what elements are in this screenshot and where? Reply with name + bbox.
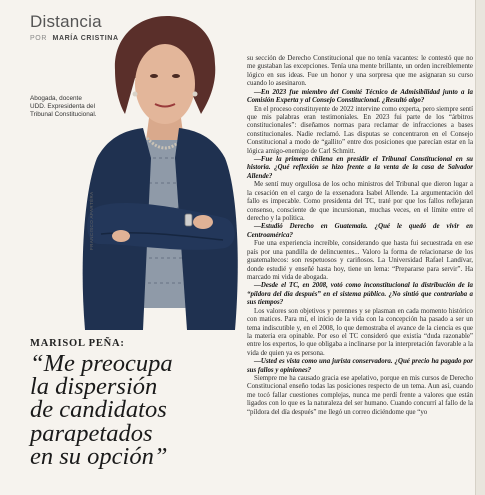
headline-quote bbox=[30, 352, 240, 468]
article-paragraph: Fue una experiencia increíble, considerando que hasta fui secuestrada en ese país por una pandilla de delincuentes... Valoro la forma de relacionarse de los guatemaltecos: son respetuosos y cariñosos. La Universidad Rafael Landívar, donde estudié y enseñé hasta hoy, tiene un lema: “Prepararse para servir”. Ha marcado mi vida de abogada. bbox=[247, 240, 473, 281]
section-title: Distancia bbox=[30, 12, 102, 31]
article-paragraph: Los valores son objetivos y perennes y se plasman en cada momento histórico con matices. Para mí, el inicio de la vida con la concepción ha pasado a ser un tema indiscutible y, en el 2008, lo que demostraba el avance de la ciencia es que la materia era opinable. Por eso el TC consideró que existía “duda razonable” entre los expertos, lo que obligaba a inclinarse por la interpretación favorable a la vida de quien ya es persona. bbox=[247, 307, 473, 357]
headline-line: “Me preocupa bbox=[30, 350, 173, 377]
interview-question: —Estudió Derecho en Guatemala. ¿Qué le quedó de vivir en Centroamérica? bbox=[247, 223, 473, 239]
portrait-photo bbox=[75, 8, 245, 330]
interview-question: —Usted es vista como una jurista conservadora. ¿Qué precio ha pagado por sus fallos y opiniones? bbox=[247, 358, 473, 374]
headline-line: parapetados bbox=[30, 419, 153, 447]
photo-credit: FRANCISCO APARTÉRA bbox=[89, 191, 94, 250]
interviewee-kicker: MARISOL PEÑA: bbox=[30, 338, 125, 349]
page-edge bbox=[475, 0, 485, 495]
interview-question: —En 2023 fue miembro del Comité Técnico de Admisibilidad junto a la Comisión Experta y al Consejo Constitucional. ¿Resultó algo? bbox=[247, 88, 473, 105]
hand bbox=[193, 215, 213, 229]
article-paragraph: En el proceso constituyente de 2022 intervine como experta, pero siempre sentí que mis palabras eran testimoniales. En 2023 fui parte de los “árbitros constitucionales”: diseñamos normas para reclamar de infracciones a bases constitucionales. Nadie reclamó. Las disputas se concentraron en el Consejo Constitucional a modo de “gallito” entre dos posiciones que parecían estar en la lógica amigo-enemigo de Carl Schmitt. bbox=[247, 105, 473, 155]
headline-line: en su opción” bbox=[30, 442, 168, 470]
article-body bbox=[247, 55, 473, 417]
photo-caption: Abogada, docente UDD. Expresidenta del Tribunal Constitucional. bbox=[30, 95, 97, 119]
article-paragraph: Siempre me ha causado gracia ese apelativo, porque en mis cursos de Derecho Constitucional enseño todas las posiciones respecto de un tema. Aun así, cuando me tocó fallar cuestiones complejas, nunca me perdí frente a valores que están ligados con lo que es la naturaleza del ser humano. Cuando concurrí al fallo de la “píldora del día después” me llegó un correo diciéndome que “yo bbox=[247, 375, 473, 416]
byline-author: MARÍA CRISTINA bbox=[52, 35, 119, 42]
face bbox=[135, 44, 195, 124]
headline-line: de candidatos bbox=[30, 396, 167, 424]
article-paragraph: su sección de Derecho Constitucional que no tenía vacantes: le contestó que no me gustaban las excepciones. Tenía una mente brillante, un orden increíblemente lógico en sus ideas. Fue un honor y una sorpresa que me asignaran su curso cuando lo asesinaron. bbox=[247, 55, 473, 88]
watch bbox=[185, 214, 192, 226]
interview-question: —Desde el TC, en 2008, votó como inconstitucional la distribución de la “píldora del día después” en el sistema público. ¿No sintió que contrariaba a sus tiempos? bbox=[247, 282, 473, 307]
headline-line: la dispersión bbox=[30, 373, 158, 401]
article-paragraph: Me sentí muy orgullosa de los ocho ministros del Tribunal que dieron lugar a la cesación en el cargo de la exsenadora Isabel Allende. La argumentación del fallo es impecable. Como presidenta del TC, traté por que los fallos reflejaran consenso, consciente de que incursionan, muchas veces, en el límite entre el derecho y la política. bbox=[247, 181, 473, 223]
byline-por: POR bbox=[30, 35, 47, 42]
interview-question: —Fue la primera chilena en presidir el Tribunal Constitucional en su historia. ¿Qué reflexión se hizo frente a la venta de la casa de Salvador Allende? bbox=[247, 156, 473, 180]
